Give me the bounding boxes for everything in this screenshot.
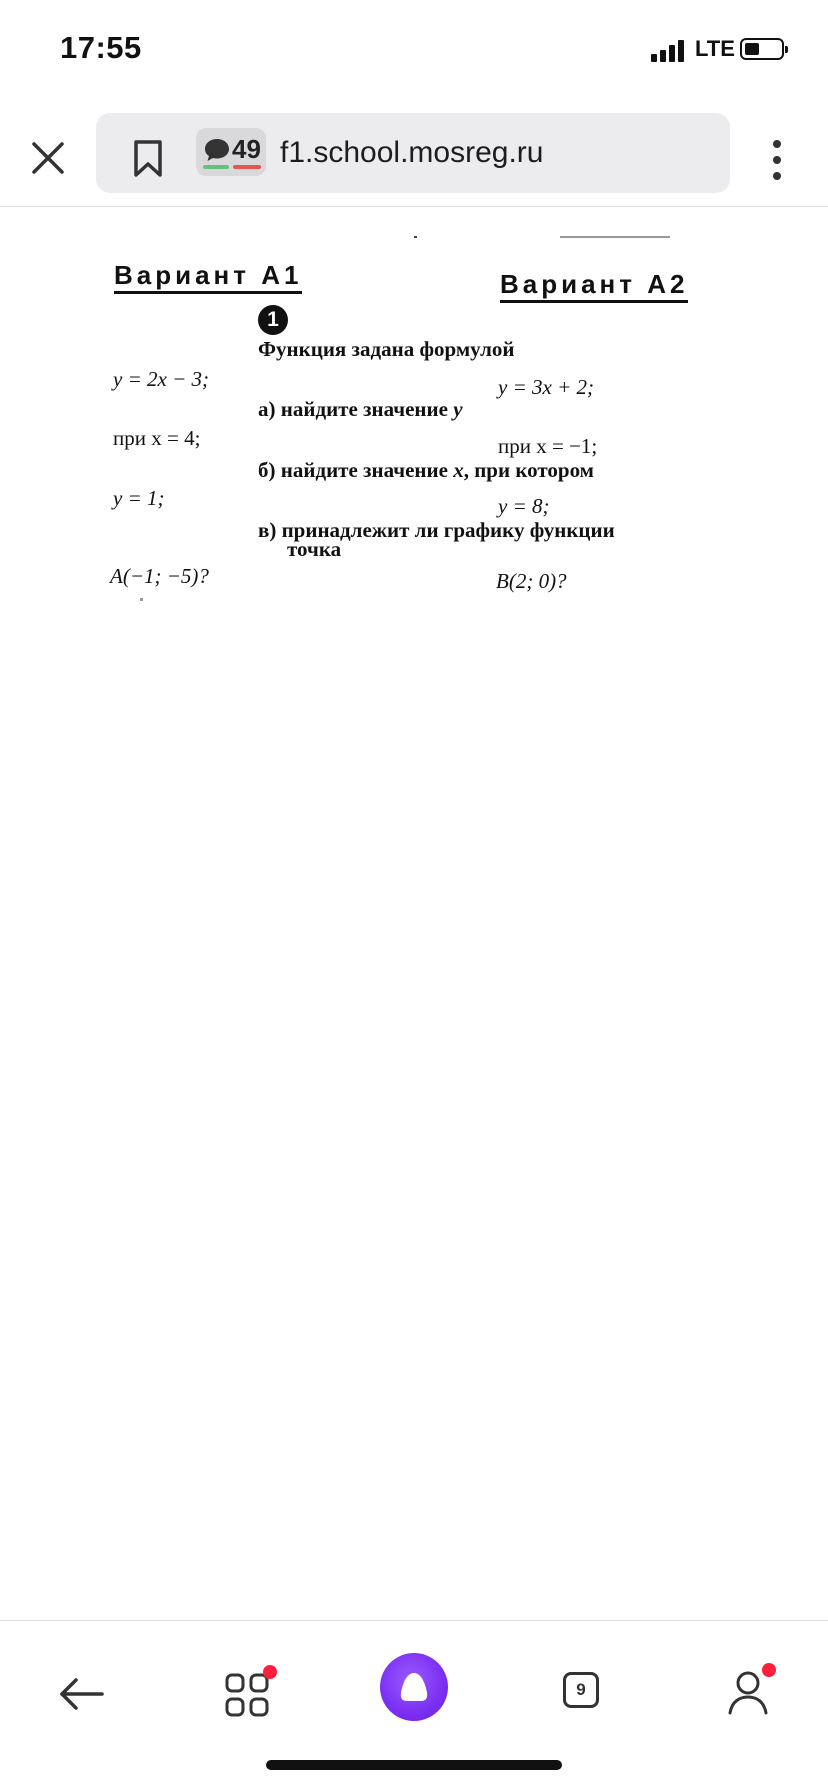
a2-y-value: y = 8; [498,494,550,518]
a1-y-value: y = 1; [113,486,165,510]
signal-strength-icon [651,38,689,62]
profile-button[interactable] [722,1663,782,1723]
scan-speck [560,236,670,238]
tabs-icon: 9 [563,1672,599,1708]
network-type: LTE [695,36,735,61]
part-c-line1: в) принадлежит ли графику функции [258,518,615,542]
bookmark-button[interactable] [122,132,174,184]
part-a-prefix: а) найдите значение [258,397,454,421]
a2-formula: y = 3x + 2; [498,375,594,399]
a2-point: B(2; 0)? [496,569,567,593]
rating-negative-bar [233,165,261,169]
a2-at-x: при x = −1; [498,434,598,458]
battery-icon [740,38,784,60]
status-bar [0,0,828,100]
part-b-suffix: , при котором [463,458,594,482]
chat-bubble-icon [202,135,232,165]
bottom-navigation [0,1621,828,1792]
tabs-button[interactable] [556,1665,604,1713]
task-intro: Функция задана формулой [258,337,515,361]
part-b [258,458,594,483]
variant-a2-title: Вариант А2 [500,268,688,303]
status-time: 17:55 [60,30,142,65]
scan-speck [414,236,417,238]
arrow-left-icon [54,1666,110,1722]
url-text[interactable]: f1.school.mosreg.ru [280,136,544,169]
a1-at-x: при x = 4; [113,426,201,450]
document-image [0,207,828,1620]
part-c-line2: точка [287,537,342,561]
close-icon [22,132,74,184]
more-menu-button[interactable] [762,134,794,186]
part-b-prefix: б) найдите значение [258,458,454,482]
browser-toolbar [0,110,828,206]
part-a-var: y [453,397,463,421]
close-button[interactable] [22,132,74,184]
home-indicator [266,1760,562,1770]
comments-button[interactable] [196,128,266,176]
scan-speck [140,598,143,601]
apps-notification-dot [263,1665,277,1679]
bookmark-icon [122,132,174,184]
a1-point: A(−1; −5)? [110,564,209,588]
profile-notification-dot [762,1663,776,1677]
part-a [258,397,463,422]
part-b-var: x [453,458,464,482]
comments-count: 49 [232,134,261,164]
apps-button[interactable] [219,1665,279,1725]
alice-assistant-icon [380,1653,448,1721]
back-button[interactable] [54,1666,110,1722]
a1-formula: y = 2x − 3; [113,367,209,391]
variant-a1-title: Вариант А1 [114,259,302,294]
rating-positive-bar [203,165,229,169]
task-number-badge: 1 [258,305,288,335]
assistant-button[interactable] [380,1653,448,1721]
